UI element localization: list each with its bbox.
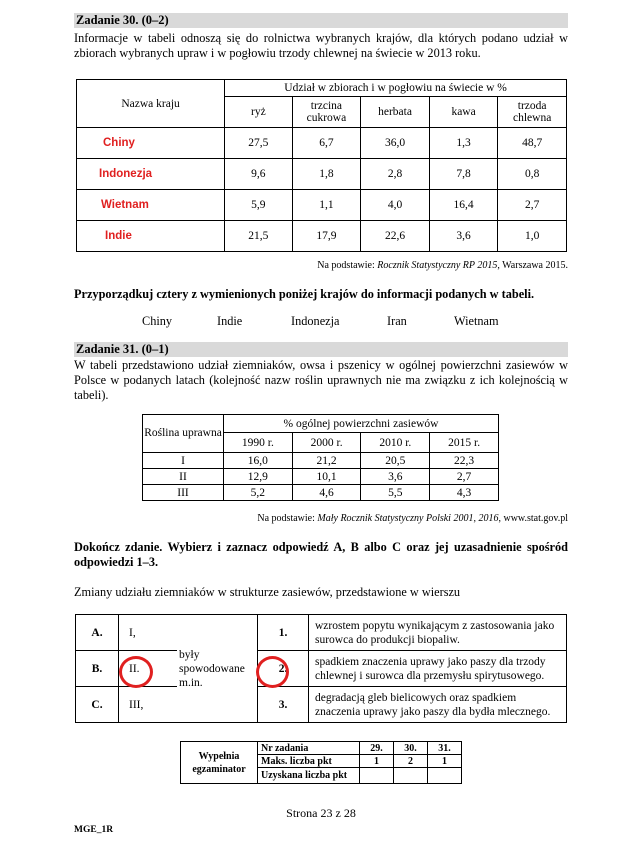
- answer-letter[interactable]: A.: [76, 615, 119, 651]
- value-cell: 7,8: [429, 159, 497, 190]
- table-row: [143, 469, 499, 485]
- answer-option[interactable]: II.: [119, 651, 178, 687]
- selection-circle-reason: [256, 656, 289, 688]
- value-cell: 20,5: [361, 453, 430, 469]
- value-cell: 6,7: [292, 128, 361, 159]
- row-label: III: [143, 485, 224, 501]
- answer-letter[interactable]: C.: [76, 687, 119, 723]
- task31-stem: Zmiany udziału ziemniaków w strukturze zasiewów, przedstawione w wierszu: [74, 585, 461, 599]
- task30-intro: Informacje w tabeli odnoszą się do rolnictwa wybranych krajów, dla których podano udział w zbiorach wybranych upraw i w pogłowiu trzody chlewnej na świecie w 2013 roku.: [74, 31, 568, 60]
- option-country[interactable]: Iran: [387, 314, 407, 328]
- task-number: 30.: [394, 742, 428, 755]
- table-row: [77, 221, 567, 252]
- value-cell: 4,3: [430, 485, 499, 501]
- task31-table: [142, 414, 499, 501]
- reason-text[interactable]: spadkiem znaczenia uprawy jako paszy dla trzody chlewnej i surowca dla przemysłu spirytusowego.: [309, 651, 567, 687]
- row-label: I: [143, 453, 224, 469]
- task30-instruction: Przyporządkuj cztery z wymienionych poniżej krajów do informacji podanych w tabeli.: [74, 287, 535, 301]
- value-cell: 5,9: [225, 190, 292, 221]
- value-cell: 1,0: [498, 221, 567, 252]
- reason-text[interactable]: wzrostem popytu wynikającym z zastosowania jako surowca do produkcji biopaliw.: [309, 615, 567, 651]
- reason-number[interactable]: 1.: [258, 615, 309, 651]
- value-cell: 2,7: [430, 469, 499, 485]
- col-header: 2015 r.: [430, 433, 499, 453]
- row-got-label: Uzyskana liczba pkt: [258, 768, 360, 784]
- col-header: 1990 r.: [224, 433, 293, 453]
- col-country-header: Nazwa kraju: [77, 80, 225, 128]
- value-cell: 22,3: [430, 453, 499, 469]
- task31-instruction: Dokończ zdanie. Wybierz i zaznacz odpowiedź A, B albo C oraz jej uzasadnienie spośród odpowiedzi 1–3.: [74, 540, 568, 569]
- selection-circle-answer: [119, 656, 153, 688]
- option-country[interactable]: Wietnam: [454, 314, 499, 328]
- value-cell: 1,3: [429, 128, 497, 159]
- value-cell: 21,5: [225, 221, 292, 252]
- value-cell: 16,4: [429, 190, 497, 221]
- col-header: 2010 r.: [361, 433, 430, 453]
- task31-intro: W tabeli przedstawiono udział ziemniaków, owsa i pszenicy w ogólnej powierzchni zasiewów w Polsce w podanych latach (kolejność nazw roślin uprawnych nie ma związku z ich kolejnością w tabeli).: [74, 358, 568, 402]
- max-points: 1: [428, 755, 462, 768]
- row-max-label: Maks. liczba pkt: [258, 755, 360, 768]
- table-row: [143, 453, 499, 469]
- score-input[interactable]: [394, 768, 428, 784]
- value-cell: 5,2: [224, 485, 293, 501]
- value-cell: 27,5: [225, 128, 292, 159]
- table-row: [77, 159, 567, 190]
- col-header: kawa: [429, 97, 497, 128]
- value-cell: 2,8: [361, 159, 430, 190]
- connector-text: były spowodowane m.in.: [177, 615, 258, 723]
- table-row: [77, 190, 567, 221]
- table-row: [143, 485, 499, 501]
- col-header: 2000 r.: [292, 433, 361, 453]
- score-input[interactable]: [428, 768, 462, 784]
- value-cell: 10,1: [292, 469, 361, 485]
- task30-header: Zadanie 30. (0–2): [74, 13, 568, 28]
- task-number: 29.: [360, 742, 394, 755]
- table-row: [77, 128, 567, 159]
- max-points: 2: [394, 755, 428, 768]
- country-cell: Wietnam: [77, 190, 225, 221]
- option-country[interactable]: Indonezja: [291, 314, 340, 328]
- task-number: 31.: [428, 742, 462, 755]
- option-country[interactable]: Chiny: [142, 314, 173, 328]
- reason-number[interactable]: 2.: [258, 651, 309, 687]
- task30-table: [76, 79, 567, 252]
- task30-source: Na podstawie: Rocznik Statystyczny RP 2015, Warszawa 2015.: [317, 260, 568, 271]
- col-header: trzoda chlewna: [498, 97, 567, 128]
- country-cell: Indonezja: [77, 159, 225, 190]
- value-cell: 48,7: [498, 128, 567, 159]
- group-header: Udział w zbiorach i w pogłowiu na świecie w %: [225, 80, 567, 97]
- col-header: trzcina cukrowa: [292, 97, 361, 128]
- task31-source: Na podstawie: Mały Rocznik Statystyczny Polski 2001, 2016, www.stat.gov.pl: [257, 513, 568, 524]
- country-cell: Chiny: [77, 128, 225, 159]
- value-cell: 4,0: [361, 190, 430, 221]
- value-cell: 3,6: [361, 469, 430, 485]
- max-points: 1: [360, 755, 394, 768]
- value-cell: 3,6: [429, 221, 497, 252]
- option-country[interactable]: Indie: [217, 314, 243, 328]
- value-cell: 12,9: [224, 469, 293, 485]
- value-cell: 1,1: [292, 190, 361, 221]
- value-cell: 16,0: [224, 453, 293, 469]
- reason-text[interactable]: degradacją gleb bielicowych oraz spadkiem znaczenia uprawy jako paszy dla bydła mlecznego.: [309, 687, 567, 723]
- page-number: Strona 23 z 28: [286, 806, 356, 820]
- value-cell: 2,7: [498, 190, 567, 221]
- value-cell: 5,5: [361, 485, 430, 501]
- examiner-table: [180, 741, 462, 784]
- value-cell: 17,9: [292, 221, 361, 252]
- exam-code: MGE_1R: [74, 825, 114, 835]
- value-cell: 9,6: [225, 159, 292, 190]
- value-cell: 1,8: [292, 159, 361, 190]
- value-cell: 0,8: [498, 159, 567, 190]
- value-cell: 21,2: [292, 453, 361, 469]
- col-header: herbata: [361, 97, 430, 128]
- group-header: % ogólnej powierzchni zasiewów: [224, 415, 499, 433]
- task31-header: Zadanie 31. (0–1): [74, 342, 568, 357]
- score-input[interactable]: [360, 768, 394, 784]
- value-cell: 36,0: [361, 128, 430, 159]
- reason-number[interactable]: 3.: [258, 687, 309, 723]
- answer-option[interactable]: III,: [119, 687, 178, 723]
- country-cell: Indie: [77, 221, 225, 252]
- row-label: II: [143, 469, 224, 485]
- answer-letter[interactable]: B.: [76, 651, 119, 687]
- row-task-label: Nr zadania: [258, 742, 360, 755]
- col-plant-header: Roślina uprawna: [143, 415, 224, 453]
- value-cell: 22,6: [361, 221, 430, 252]
- value-cell: 4,6: [292, 485, 361, 501]
- answer-option[interactable]: I,: [119, 615, 178, 651]
- col-header: ryż: [225, 97, 292, 128]
- examiner-label: Wypełnia egzaminator: [181, 742, 258, 784]
